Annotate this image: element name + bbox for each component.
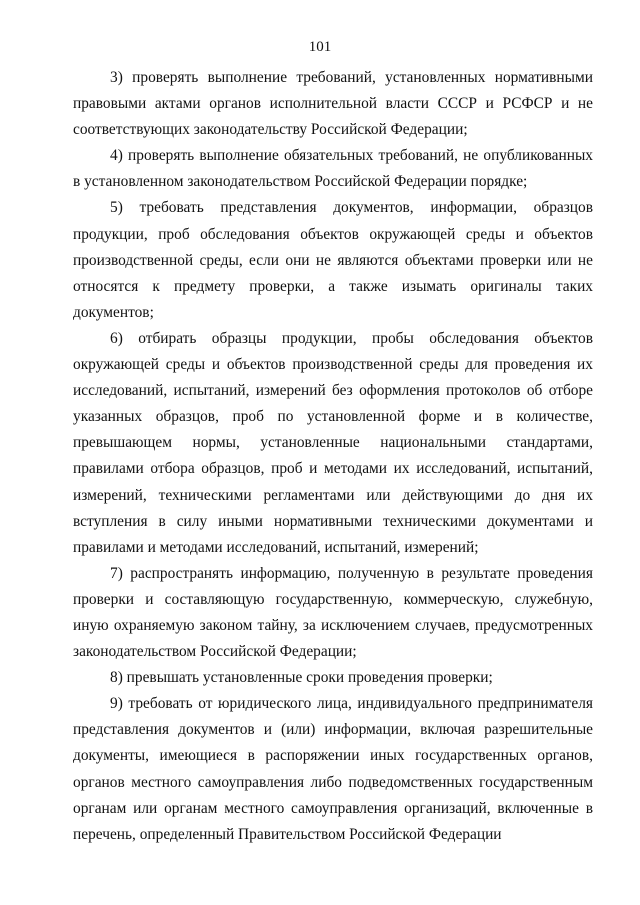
paragraph-item-9: 9) требовать от юридического лица, индивидуального предпринимателя представления документов и (или) информации, включая разрешительные документы, имеющиеся в распоряжении иных государственных органов, органов местного самоуправления либо подведомственных государственным органам или органам местного самоуправления организаций, включенные в перечень, определенный Правительством Российской Федерации [73, 695, 593, 843]
paragraph-item-7: 7) распространять информацию, полученную в результате проведения проверки и составляющую государственную, коммерческую, служебную, иную охраняемую законом тайну, за исключением случаев, предусмотренных законодательством Российской Федерации; [73, 564, 593, 661]
paragraph-item-5: 5) требовать представления документов, информации, образцов продукции, проб обследования объектов окружающей среды и объектов производственной среды, если они не являются объектами проверки или не относятся к предмету проверки, а также изымать оригиналы таких документов; [73, 199, 593, 321]
page-number: 101 [308, 39, 332, 55]
paragraph-item-3: 3) проверять выполнение требований, установленных нормативными правовыми актами органов исполнительной власти СССР и РСФСР и не соответствующих законодательству Российской Федерации; [73, 69, 593, 139]
paragraph-item-8: 8) превышать установленные сроки проведения проверки; [110, 669, 493, 687]
paragraph-item-4: 4) проверять выполнение обязательных требований, не опубликованных в установленном законодательством Российской Федерации порядке; [73, 147, 593, 191]
paragraph-item-6: 6) отбирать образцы продукции, пробы обследования объектов окружающей среды и объектов производственной среды для проведения их исследований, испытаний, измерений без оформления протоколов об отборе указанных образцов, проб по установленной форме и в количестве, превышающем нормы, установленные национальными стандартами, правилами отбора образцов, проб и методами их исследований, испытаний, измерений, техническими регламентами или действующими до дня их вступления в силу иными нормативными техническими документами и правилами и методами исследований, испытаний, измерений; [73, 329, 593, 556]
document-body [73, 65, 593, 848]
